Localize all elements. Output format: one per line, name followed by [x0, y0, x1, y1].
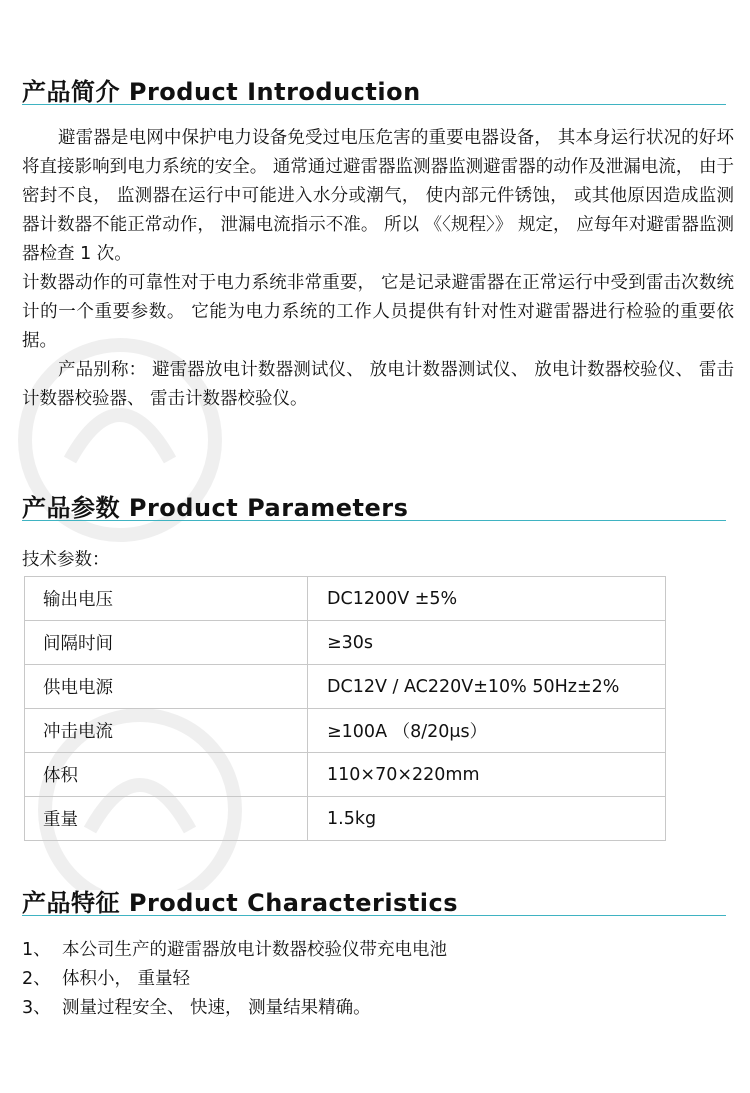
section-title-parameters: 产品参数 Product Parameters — [22, 494, 409, 522]
list-item-number: 2、 — [22, 969, 51, 989]
list-item-text: 本公司生产的避雷器放电计数器校验仪带充电电池 — [62, 940, 447, 960]
intro-paragraph: 计数器动作的可靠性对于电力系统非常重要， 它是记录避雷器在正常运行中受到雷击次数统计的一个重要参数。 它能为电力系统的工作人员提供有针对性对避雷器进行检验的重要依据。 — [22, 273, 734, 351]
list-item-number: 1、 — [22, 940, 51, 960]
param-name: 重量 — [25, 797, 308, 841]
table-row — [25, 753, 666, 797]
table-row — [25, 797, 666, 841]
section-divider — [22, 915, 726, 916]
param-value: DC1200V ±5% — [308, 577, 666, 621]
section-divider — [22, 520, 726, 521]
param-value: 110×70×220mm — [308, 753, 666, 797]
list-item — [22, 936, 447, 965]
list-item-text: 体积小， 重量轻 — [62, 969, 191, 989]
param-value: ≥30s — [308, 621, 666, 665]
list-item-number: 3、 — [22, 998, 51, 1018]
param-value: 1.5kg — [308, 797, 666, 841]
table-row — [25, 577, 666, 621]
param-value: ≥100A （8/20μs） — [308, 709, 666, 753]
param-name: 间隔时间 — [25, 621, 308, 665]
section-divider — [22, 104, 726, 105]
intro-paragraph-aliases: 产品别称： 避雷器放电计数器测试仪、 放电计数器测试仪、 放电计数器校验仪、 雷击计数器校验器、 雷击计数器校验仪。 — [22, 360, 734, 409]
param-name: 输出电压 — [25, 577, 308, 621]
param-name: 供电电源 — [25, 665, 308, 709]
param-value: DC12V / AC220V±10% 50Hz±2% — [308, 665, 666, 709]
intro-text — [22, 124, 734, 414]
list-item — [22, 965, 447, 994]
param-name: 体积 — [25, 753, 308, 797]
param-name: 冲击电流 — [25, 709, 308, 753]
section-title-characteristics: 产品特征 Product Characteristics — [22, 889, 459, 917]
section-title-introduction: 产品简介 Product Introduction — [22, 78, 421, 106]
intro-paragraph: 避雷器是电网中保护电力设备免受过电压危害的重要电器设备， 其本身运行状况的好坏将直接影响到电力系统的安全。 通常通过避雷器监测器监测避雷器的动作及泄漏电流， 由于密封不良， 监测器在运行中可能进入水分或潮气， 使内部元件锈蚀， 或其他原因造成监测器计数器不能正常动作， 泄漏电流指示不准。 所以 《〈规程〉》 规定， 应每年对避雷器监测器检查 1 次。 — [22, 128, 734, 264]
table-row — [25, 665, 666, 709]
list-item-text: 测量过程安全、 快速， 测量结果精确。 — [62, 998, 371, 1018]
params-label: 技术参数： — [22, 550, 110, 570]
table-row — [25, 621, 666, 665]
list-item — [22, 994, 447, 1023]
features-list — [22, 936, 447, 1023]
table-row — [25, 709, 666, 753]
params-table — [24, 576, 666, 841]
